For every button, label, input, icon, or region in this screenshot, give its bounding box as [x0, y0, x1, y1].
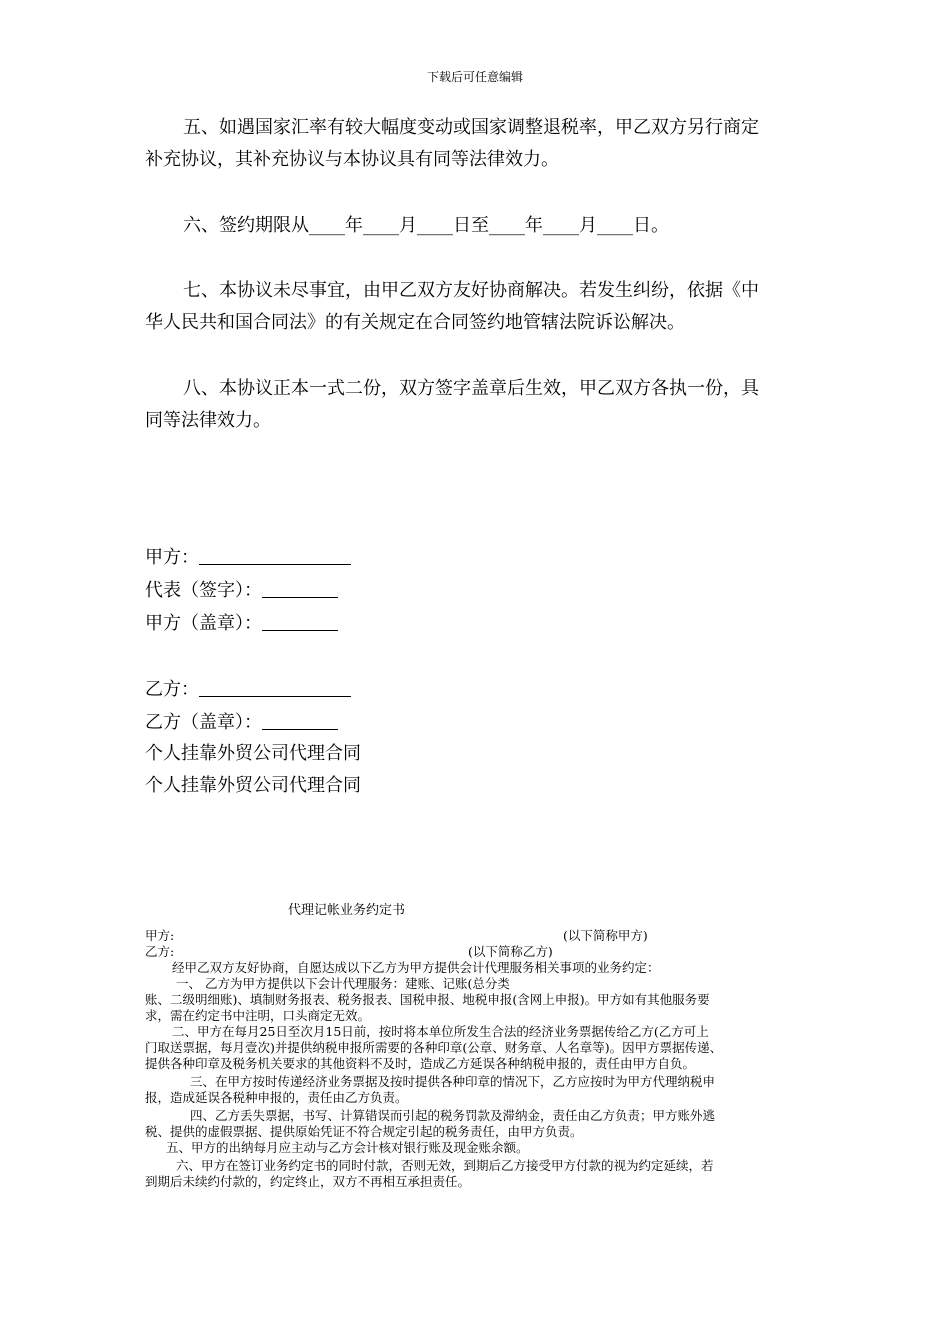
signature-party-b-line [199, 680, 351, 697]
signature-party-b-seal [145, 708, 338, 734]
agreement-item-4-line-1: 四、乙方丢失票据，书写、计算错误而引起的税务罚款及滞纳金，责任由乙方负责；甲方账外逃 [190, 1108, 716, 1123]
signature-representative-label: 代表（签字）： [145, 580, 262, 601]
signature-party-b [145, 675, 351, 701]
signature-party-a-seal [145, 609, 338, 635]
signature-representative-line [262, 581, 338, 598]
agreement-item-2-line-1: 二、甲方在每月25日至次月15日前，按时将本单位所发生合法的经济业务票据传给乙方(乙方可上 [172, 1024, 709, 1039]
clause-7-line-2: 华人民共和国合同法》的有关规定在合同签约地管辖法院诉讼解决。 [145, 312, 685, 333]
signature-representative [145, 576, 338, 602]
clause-7-line-1: 七、本协议未尽事宜，由甲乙双方友好协商解决。若发生纠纷，依据《中 [183, 280, 759, 301]
agreement-item-6-line-1: 六、甲方在签订业务约定书的同时付款，否则无效，到期后乙方接受甲方付款的视为约定延续，若 [176, 1158, 714, 1173]
document-title-repeat: 个人挂靠外贸公司代理合同 [145, 775, 361, 796]
signature-party-a-seal-label: 甲方（盖章）： [145, 613, 262, 634]
agreement-item-1-line-3: 求，需在约定书中注明，口头商定无效。 [145, 1008, 371, 1023]
agreement-item-1-line-2: 账、二级明细账)、填制财务报表、税务报表、国税申报、地税申报(含网上申报)。甲方如有其他服务要 [145, 992, 710, 1007]
clause-8-line-2: 同等法律效力。 [145, 410, 271, 431]
signature-party-a-label: 甲方： [145, 547, 199, 568]
clause-5-line-2: 补充协议，其补充协议与本协议具有同等法律效力。 [145, 149, 559, 170]
clause-5-line-1: 五、如遇国家汇率有较大幅度变动或国家调整退税率，甲乙双方另行商定 [183, 117, 759, 138]
agreement-item-1-line-1: 一、 乙方为甲方提供以下会计代理服务：建账、记账(总分类 [176, 976, 510, 991]
agreement-item-4-line-2: 税、提供的虚假票据、提供原始凭证不符合规定引起的税务责任，由甲方负责。 [145, 1124, 583, 1139]
agreement-item-5: 五、甲方的出纳每月应主动与乙方会计核对银行账及现金账余额。 [166, 1140, 529, 1155]
signature-party-b-seal-label: 乙方（盖章）： [145, 712, 262, 733]
signature-party-a-seal-line [262, 614, 338, 631]
agreement-item-2-line-2: 门取送票据，每月壹次)并提供纳税申报所需要的各种印章(公章、财务章、人名章等)。因甲方票据传递、 [145, 1040, 723, 1055]
signature-party-a-line [199, 548, 351, 565]
agreement-item-6-line-2: 到期后未续约付款的，约定终止，双方不再相互承担责任。 [145, 1174, 471, 1189]
clause-8-line-1: 八、本协议正本一式二份，双方签字盖章后生效，甲乙双方各执一份，具 [183, 378, 759, 399]
signature-party-b-label: 乙方： [145, 679, 199, 700]
clause-6-line-1: 六、签约期限从____年____月____日至____年____月____日。 [183, 215, 669, 236]
signature-party-a [145, 543, 351, 569]
agreement-party-b-note: (以下简称乙方) [468, 944, 553, 959]
signature-party-b-seal-line [262, 713, 338, 730]
agreement-title: 代理记帐业务约定书 [288, 903, 406, 918]
agreement-intro: 经甲乙双方友好协商，自愿达成以下乙方为甲方提供会计代理服务相关事项的业务约定： [172, 960, 660, 975]
page-header: 下载后可任意编辑 [426, 70, 523, 84]
agreement-party-a-note: (以下简称甲方) [563, 928, 648, 943]
agreement-party-b: 乙方: [145, 944, 175, 959]
agreement-item-3-line-2: 报，造成延误各税种申报的，责任由乙方负责。 [145, 1090, 408, 1105]
agreement-item-2-line-3: 提供各种印章及税务机关要求的其他资料不及时，造成乙方延误各种纳税申报的，责任由甲方自负。 [145, 1056, 696, 1071]
agreement-party-a: 甲方: [145, 928, 175, 943]
agreement-item-3-line-1: 三、在甲方按时传递经济业务票据及按时提供各种印章的情况下，乙方应按时为甲方代理纳税申 [190, 1074, 716, 1089]
document-title: 个人挂靠外贸公司代理合同 [145, 743, 361, 764]
